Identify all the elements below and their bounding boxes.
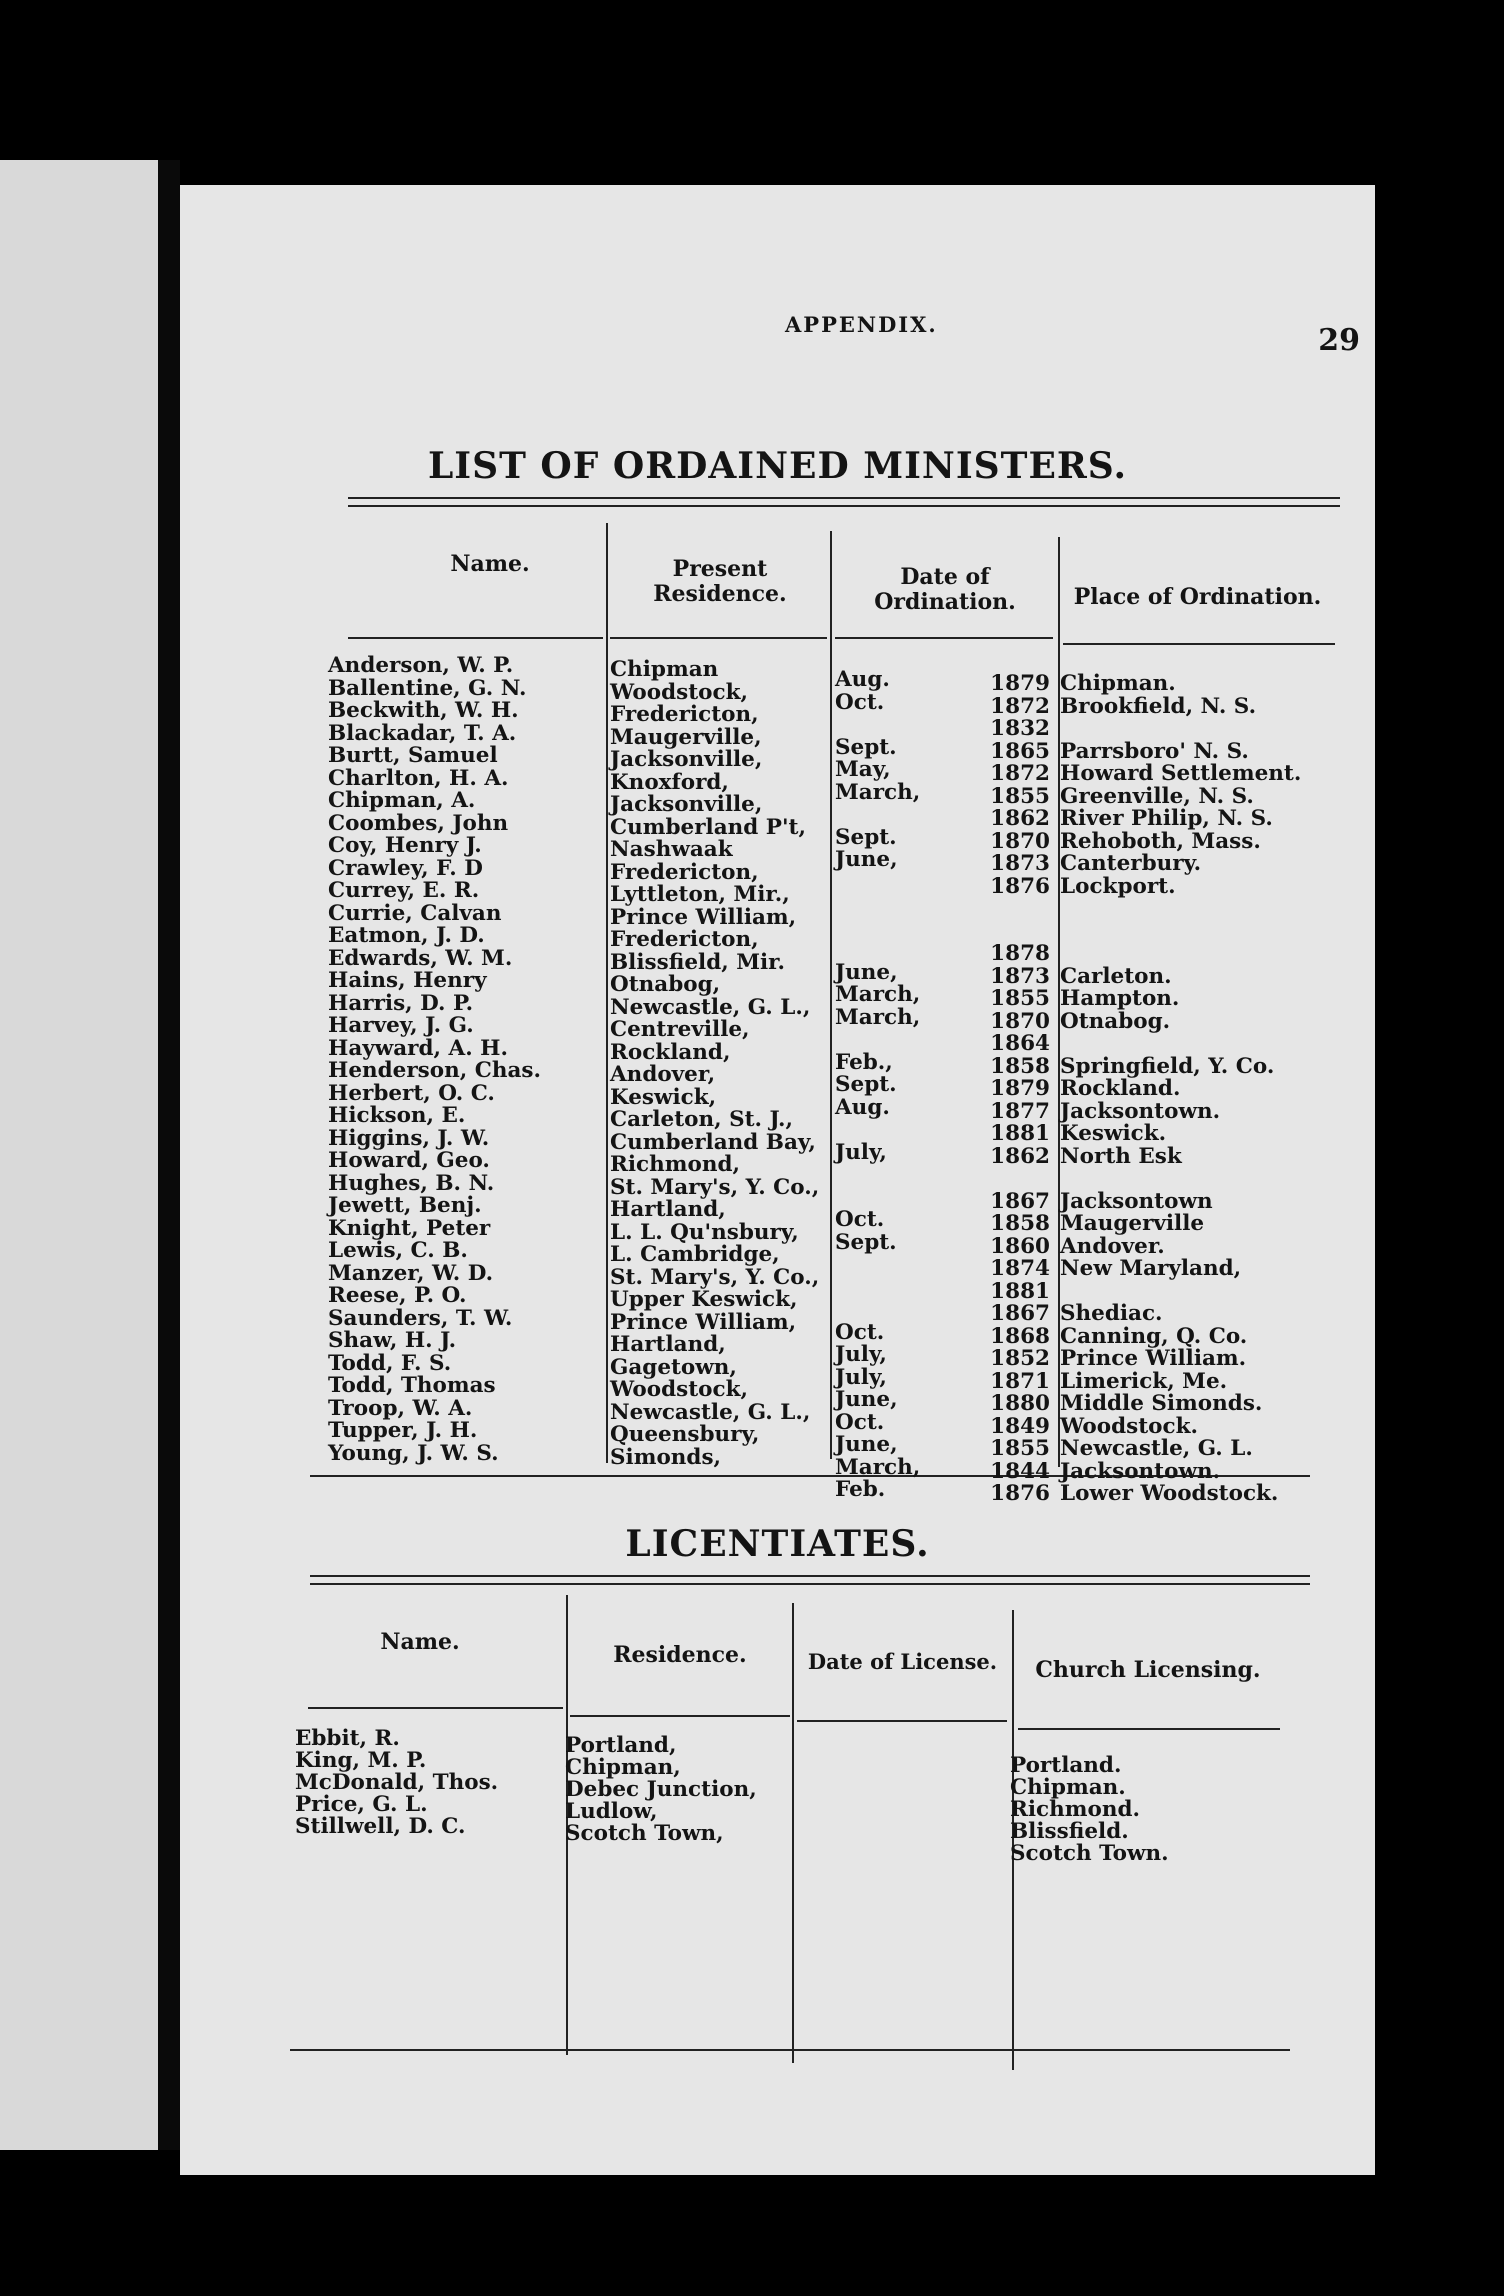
place-header-rule [1063,643,1335,645]
minister-name: Harvey, J. G. [328,1013,474,1038]
ordination-year: 1877 [990,1098,1050,1124]
minister-residence: Hartland, [610,1197,726,1222]
ordination-month: Aug. [835,667,890,692]
ordination-month [835,1299,920,1322]
minister-residence: St. Mary's, Y. Co., [610,1174,820,1200]
ordination-year: 1864 [990,1031,1050,1056]
ordination-month: March, [835,779,921,805]
minister-residence: Newcastle, G. L., [610,1399,811,1425]
ordination-place: Brookfield, N. S. [1060,693,1257,719]
ordination-month: March, [835,1454,921,1480]
lic-header-residence: Residence. [613,1642,747,1668]
licentiate-name: McDonald, Thos. [295,1770,499,1795]
minister-name: Howard, Geo. [328,1148,490,1173]
minister-residence: Carleton, St. J., [610,1107,793,1132]
ordination-year: 1867 [990,1188,1050,1214]
ordination-year: 1872 [990,761,1050,786]
ordination-place: Newcastle, G. L. [1060,1436,1253,1461]
minister-name: Hains, Henry [328,968,487,993]
lic-church-header-rule [1018,1728,1280,1730]
minister-name: Troop, W. A. [328,1395,473,1421]
ordination-place: Lockport. [1060,873,1176,899]
ordination-place: Shediac. [1060,1301,1163,1326]
ministers-col-divider-2 [830,531,832,1459]
ordination-month [835,917,920,940]
minister-names-column [328,655,541,1465]
minister-name: Harris, D. P. [328,990,474,1016]
ordination-year: 1876 [990,873,1050,899]
minister-residence: L. L. Qu'nsbury, [610,1219,799,1245]
minister-name: Hughes, B. N. [328,1170,495,1196]
minister-residence: Blissfield, Mir. [610,949,786,975]
page [180,185,1375,2175]
licentiate-church: Richmond. [1010,1797,1140,1822]
ordination-month: May, [835,757,891,782]
minister-residence: Knoxford, [610,769,729,795]
ordination-month: June, [835,847,898,872]
minister-residence: Prince William, [610,1309,797,1335]
lic-header-name: Name. [380,1629,460,1655]
ordination-place: Prince William. [1060,1346,1247,1371]
ordination-place: Greenville, N. S. [1060,783,1254,809]
minister-residence: Jacksonville, [610,747,763,772]
ordination-year: 1860 [990,1233,1050,1259]
lic-header-church-licensing: Church Licensing. [1035,1657,1261,1683]
minister-name: Currey, E. R. [328,878,480,903]
ordination-month [835,1254,920,1277]
minister-residence: Otnabog, [610,972,721,997]
minister-name: Reese, P. O. [328,1283,467,1308]
ordination-year [970,898,1050,921]
ordination-year: 1879 [990,671,1050,696]
ordination-place: Carleton. [1060,963,1172,989]
ordination-place [1060,718,1301,741]
minister-name: Jewett, Benj. [328,1193,482,1218]
ordination-place [1060,921,1301,944]
ordination-year [970,921,1050,944]
minister-residence: Andover, [610,1062,716,1087]
minister-residence: Fredericton, [610,859,759,885]
minister-name: Crawley, F. D [328,855,483,881]
ordination-month: Sept. [835,734,897,760]
ordination-year: 1844 [990,1458,1050,1484]
minister-name: Blackadar, T. A. [328,720,517,746]
minister-name: Hayward, A. H. [328,1035,508,1061]
minister-residence: Cumberland Bay, [610,1129,816,1155]
licentiate-residence: Portland, [565,1733,677,1758]
ordination-years-column [970,673,1050,1506]
minister-residence: Newcastle, G. L., [610,994,811,1020]
ordination-place: Parrsboro' N. S. [1060,738,1249,764]
ordination-month [835,1164,920,1187]
minister-name: Anderson, W. P. [328,653,514,678]
ordination-year: 1881 [990,1278,1050,1304]
ordination-month: Feb., [835,1049,893,1075]
minister-name: Shaw, H. J. [328,1328,457,1353]
ministers-col-divider-1 [606,523,608,1463]
ordination-month [835,1029,920,1052]
minister-residence: Fredericton, [610,927,759,952]
ordination-place: New Maryland, [1060,1256,1242,1281]
minister-name: Coy, Henry J. [328,833,482,858]
ordination-place: Otnabog. [1060,1008,1171,1034]
ordination-months-column [835,669,920,1502]
minister-name: Edwards, W. M. [328,945,513,971]
minister-residence: Chipman [610,657,719,682]
lic-residence-header-rule [570,1715,790,1717]
ministers-title: LIST OF ORDAINED MINISTERS. [427,445,1128,487]
minister-residence: Upper Keswick, [610,1287,798,1312]
ordination-year: 1855 [990,1436,1050,1461]
licentiates-bottom-rule [290,2049,1290,2051]
ordination-place: River Philip, N. S. [1060,806,1273,831]
minister-name: Young, J. W. S. [328,1440,499,1466]
licentiates-col-divider-2 [792,1603,794,2063]
ordination-place: Rehoboth, Mass. [1060,828,1261,854]
licentiate-residence: Scotch Town, [565,1821,724,1846]
ordination-month: Oct. [835,1319,885,1345]
minister-residence: Richmond, [610,1152,740,1177]
book-spine [158,160,180,2150]
ordination-month: June, [835,1387,898,1412]
ordination-year: 1862 [990,806,1050,831]
residence-header-rule [610,637,827,639]
header-residence: Present Residence. [653,556,787,607]
ordination-year: 1871 [990,1368,1050,1394]
minister-name: Beckwith, W. H. [328,698,519,723]
ordination-year: 1879 [990,1076,1050,1101]
ordination-month [835,804,920,827]
ordination-month: March, [835,982,921,1007]
minister-name: Todd, F. S. [328,1350,452,1376]
ordination-place: Hampton. [1060,986,1180,1011]
header-name: Name. [450,551,530,577]
ordination-year: 1852 [990,1346,1050,1371]
minister-residence: Hartland, [610,1332,726,1357]
ordination-year: 1832 [990,716,1050,741]
licentiate-church: Blissfield. [1010,1819,1129,1844]
minister-name: Higgins, J. W. [328,1125,490,1151]
ordination-year: 1862 [990,1143,1050,1169]
licentiate-residence: Ludlow, [565,1799,658,1824]
minister-name: Eatmon, J. D. [328,923,485,948]
ordination-month: July, [835,1342,887,1367]
ordination-year: 1874 [990,1256,1050,1281]
header-place-of-ordination: Place of Ordination. [1073,584,1322,610]
ordination-place [1060,1281,1301,1304]
ordination-month [835,894,920,917]
ordination-month: July, [835,1364,887,1390]
ministers-top-rule [348,497,1340,499]
minister-residence: Queensbury, [610,1422,760,1447]
ordination-place: Jacksontown. [1060,1458,1221,1484]
ordination-place: Andover. [1060,1233,1165,1259]
ordination-year: 1880 [990,1391,1050,1416]
minister-name: Burtt, Samuel [328,743,498,768]
ordination-month [835,939,920,962]
ordination-month [835,1187,920,1210]
ordination-places-column [1060,673,1301,1506]
date-header-rule [835,637,1053,639]
ordination-place [1060,1033,1301,1056]
licentiate-residence: Chipman, [565,1755,681,1780]
minister-name: Henderson, Chas. [328,1058,541,1083]
ordination-place [1060,1168,1301,1191]
licentiate-church: Scotch Town. [1010,1841,1169,1866]
ordination-year: 1865 [990,738,1050,764]
ordination-month: Aug. [835,1094,890,1120]
minister-name: Herbert, O. C. [328,1080,495,1106]
minister-name: Ballentine, G. N. [328,675,527,701]
licentiate-name: King, M. P. [295,1748,427,1773]
licentiate-name: Price, G. L. [295,1792,428,1817]
ordination-place: Keswick. [1060,1121,1167,1146]
ordination-place: Springfield, Y. Co. [1060,1053,1275,1079]
minister-residence: Centreville, [610,1017,750,1042]
lic-header-date-of-license: Date of License. [807,1649,998,1674]
ordination-year: 1878 [990,941,1050,966]
ordination-month: Oct. [835,689,885,715]
minister-name: Knight, Peter [328,1215,491,1241]
minister-residence: Gagetown, [610,1354,737,1380]
ordination-year: 1867 [990,1301,1050,1326]
ordination-place: Middle Simonds. [1060,1391,1263,1416]
ordination-place [1060,898,1301,921]
ordination-place: Maugerville [1060,1211,1205,1236]
licentiate-residences-column [565,1735,757,1845]
minister-residences-column [610,659,819,1469]
ordination-place: Howard Settlement. [1060,761,1302,786]
minister-residence: Cumberland P't, [610,814,806,840]
ordination-year: 1873 [990,963,1050,989]
ordination-month: Oct. [835,1409,885,1435]
minister-name: Tupper, J. H. [328,1418,478,1443]
ordination-year [970,1168,1050,1191]
minister-residence: L. Cambridge, [610,1242,780,1267]
ordination-year: 1876 [990,1481,1050,1506]
ordination-place: Limerick, Me. [1060,1368,1228,1394]
ordination-month: Sept. [835,1072,897,1097]
licentiate-name: Ebbit, R. [295,1726,400,1751]
ordination-year: 1858 [990,1053,1050,1079]
minister-residence: Woodstock, [610,1377,748,1402]
ordination-place: Lower Woodstock. [1060,1481,1279,1506]
minister-residence: Jacksonville, [610,792,763,817]
minister-name: Charlton, H. A. [328,765,509,791]
minister-residence: Nashwaak [610,837,733,862]
minister-name: Saunders, T. W. [328,1305,513,1331]
minister-name: Lewis, C. B. [328,1238,468,1263]
ordination-year: 1870 [990,1008,1050,1034]
ordination-month [835,872,920,895]
licentiate-name: Stillwell, D. C. [295,1814,466,1839]
ordination-year: 1855 [990,783,1050,809]
ordination-place [1060,943,1301,966]
ordination-month [835,1277,920,1300]
ordination-year: 1858 [990,1211,1050,1236]
ordination-month: July, [835,1139,887,1165]
ordination-place: Chipman. [1060,671,1176,696]
licentiate-church: Chipman. [1010,1775,1126,1800]
facing-page-edge [0,160,158,2150]
minister-name: Todd, Thomas [328,1373,496,1398]
minister-name: Manzer, W. D. [328,1260,494,1286]
minister-residence: Rockland, [610,1039,731,1065]
name-header-rule [348,637,603,639]
minister-residence: Maugerville, [610,724,762,750]
ordination-year: 1870 [990,828,1050,854]
minister-residence: Keswick, [610,1084,717,1110]
ordination-month [835,714,920,737]
minister-name: Chipman, A. [328,788,476,813]
minister-residence: Lyttleton, Mir., [610,882,790,907]
ordination-year: 1855 [990,986,1050,1011]
ordination-year: 1849 [990,1413,1050,1439]
ordination-year: 1873 [990,851,1050,876]
minister-name: Currie, Calvan [328,900,502,926]
licentiate-church: Portland. [1010,1753,1122,1778]
ordination-year: 1881 [990,1121,1050,1146]
ordination-month: March, [835,1004,921,1030]
ordination-month: Sept. [835,824,897,850]
ministers-top-rule-2 [348,505,1340,507]
minister-residence: Simonds, [610,1444,722,1470]
minister-residence: Prince William, [610,904,797,930]
lic-name-header-rule [308,1707,563,1709]
ordination-year: 1868 [990,1323,1050,1349]
header-date-of-ordination: Date of Ordination. [874,564,1016,615]
licentiate-churches-column [1010,1755,1169,1865]
licentiates-top-rule [310,1575,1310,1577]
licentiate-residence: Debec Junction, [565,1777,757,1802]
ordination-month: Oct. [835,1207,885,1232]
page-number: 29 [1318,323,1360,358]
ordination-place: North Esk [1060,1143,1182,1169]
licentiates-title: LICENTIATES. [625,1523,930,1565]
ordination-place: Woodstock. [1060,1413,1198,1439]
minister-residence: Fredericton, [610,702,759,727]
ordination-place: Canning, Q. Co. [1060,1323,1248,1349]
licentiates-top-rule-2 [310,1583,1310,1585]
ordination-place: Canterbury. [1060,851,1202,876]
lic-date-header-rule [797,1720,1007,1722]
ordination-place: Jacksontown. [1060,1098,1221,1124]
ordination-month: Feb. [835,1477,886,1502]
ordination-year: 1872 [990,693,1050,719]
minister-residence: St. Mary's, Y. Co., [610,1264,820,1290]
minister-name: Hickson, E. [328,1103,466,1128]
ordination-month [835,1119,920,1142]
ordination-place: Rockland. [1060,1076,1181,1101]
ordination-place: Jacksontown [1060,1188,1213,1214]
minister-residence: Woodstock, [610,679,748,705]
ordination-month: June, [835,959,898,985]
minister-name: Coombes, John [328,810,509,836]
ordination-month: June, [835,1432,898,1457]
running-head: APPENDIX. [785,312,938,337]
licentiate-names-column [295,1728,498,1838]
ordination-month: Sept. [835,1229,897,1255]
